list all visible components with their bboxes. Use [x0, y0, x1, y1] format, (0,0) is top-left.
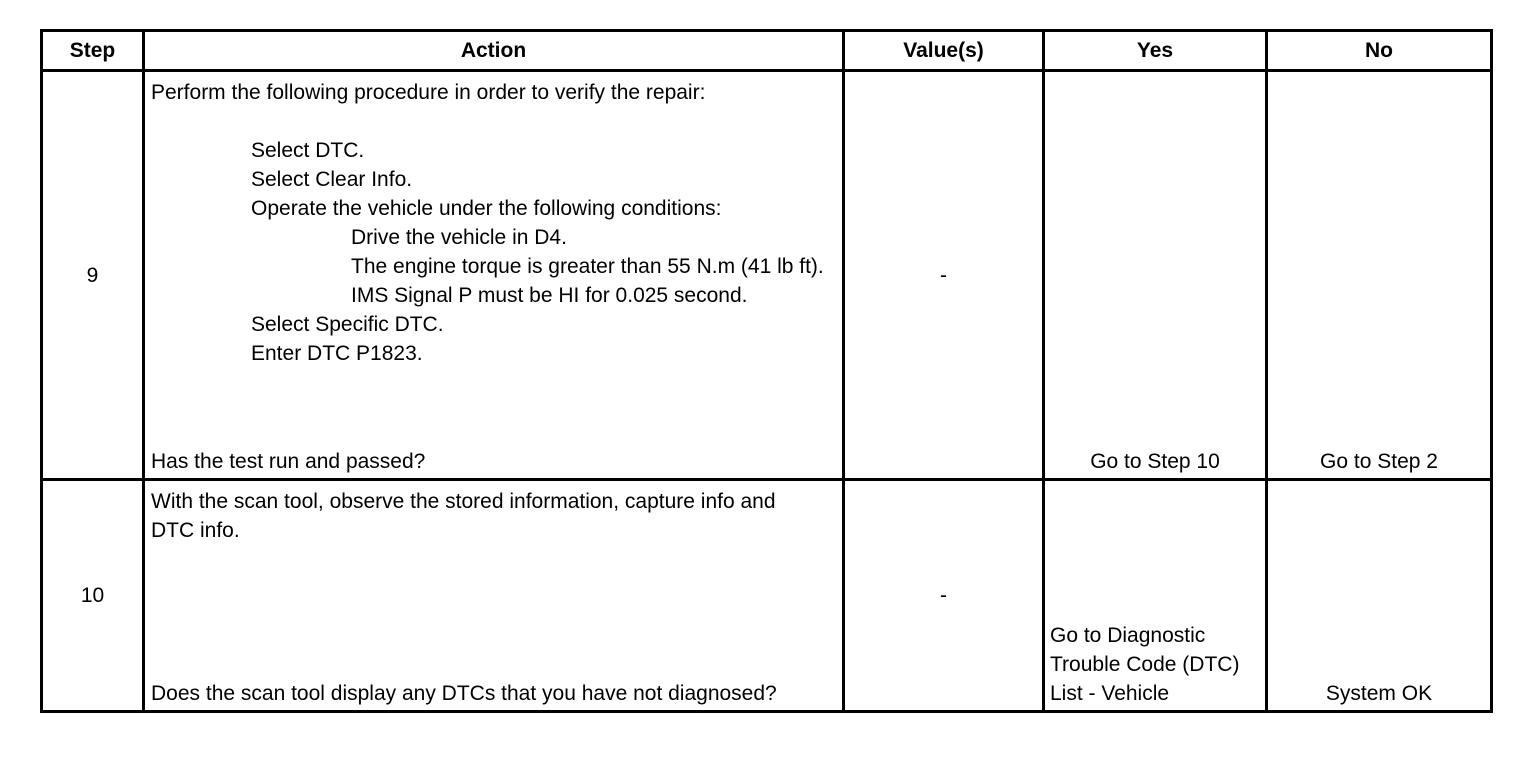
action-intro: Perform the following procedure in order to verify the repair: [151, 81, 706, 105]
no-cell: Go to Step 2 [1267, 71, 1492, 480]
header-row [42, 31, 1492, 71]
condition-item: Drive the vehicle in D4. [351, 226, 567, 250]
step-number: 9 [42, 71, 144, 480]
value-cell: - [844, 479, 1044, 711]
action-intro: With the scan tool, observe the stored information, capture info and DTC info. [151, 489, 776, 542]
condition-item: The engine torque is greater than 55 N.m (41 lb ft). [351, 255, 824, 279]
action-step: Select DTC. [251, 139, 365, 163]
action-cell [144, 71, 844, 480]
table-row [42, 479, 1492, 711]
action-cell [144, 479, 844, 711]
table-row [42, 71, 1492, 480]
yes-cell: Go to Diagnostic Trouble Code (DTC) List - Vehicle [1044, 479, 1267, 711]
header-values: Value(s) [844, 31, 1044, 71]
no-cell: System OK [1267, 479, 1492, 711]
action-step: Operate the vehicle under the following conditions: [251, 197, 722, 221]
header-yes: Yes [1044, 31, 1267, 71]
action-step: Select Clear Info. [251, 168, 413, 192]
action-question: Does the scan tool display any DTCs that you have not diagnosed? [151, 682, 777, 705]
diagnostic-table [40, 29, 1493, 713]
header-step: Step [42, 31, 144, 71]
condition-item: IMS Signal P must be HI for 0.025 second. [351, 284, 748, 308]
action-step: Select Specific DTC. [251, 313, 444, 337]
action-step: Enter DTC P1823. [251, 342, 423, 366]
header-action: Action [144, 31, 844, 71]
action-question: Has the test run and passed? [151, 449, 426, 473]
step-number: 10 [42, 479, 144, 711]
value-cell: - [844, 71, 1044, 480]
header-no: No [1267, 31, 1492, 71]
yes-cell: Go to Step 10 [1044, 71, 1267, 480]
